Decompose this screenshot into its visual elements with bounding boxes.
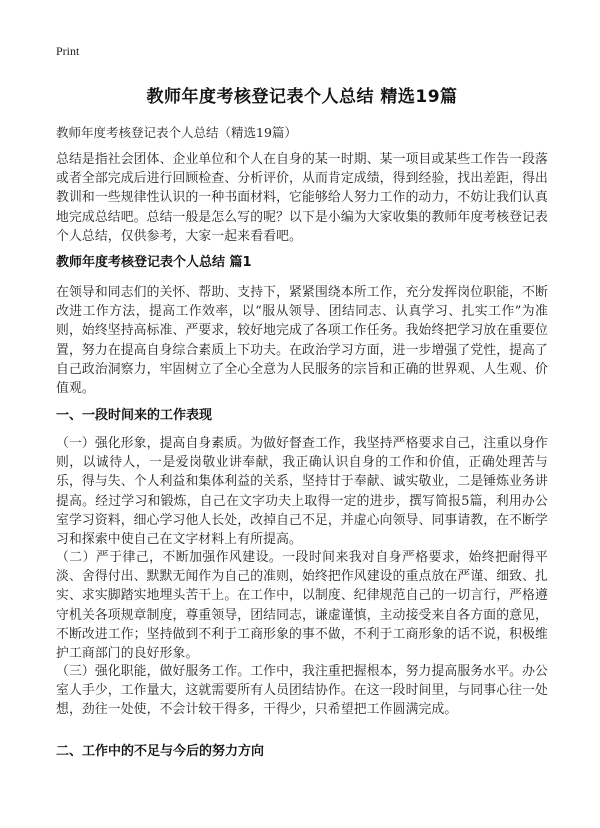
document-subtitle: 教师年度考核登记表个人总结（精选19篇） <box>56 125 297 140</box>
body-paragraph-4: （三）强化职能，做好服务工作。工作中，我注重把握根本，努力提高服务水平。办公室人手少，工作量大，这就需要所有人员团结协作。在这一段时间里，与同事心往一处想，劲往一处使，不会计较干得多，干得少，只希望把工作圆满完成。 <box>56 664 548 718</box>
body-paragraph-1: 在领导和同志们的关怀、帮助、支持下，紧紧围绕本所工作，充分发挥岗位职能，不断改进工作方法，提高工作效率，以“服从领导、团结同志、认真学习、扎实工作”为准则，始终坚持高标准、严要求，较好地完成了各项工作任务。我始终把学习放在重要位置，努力在提高自身综合素质上下功夫。在政治学习方面，进一步增强了党性，提高了自己政治洞察力，牢固树立了全心全意为人民服务的宗旨和正确的世界观、人生观、价值观。 <box>56 285 548 397</box>
print-link[interactable]: Print <box>56 44 80 58</box>
subheading-shortcomings: 二、工作中的不足与今后的努力方向 <box>56 744 265 759</box>
section-heading: 教师年度考核登记表个人总结 篇1 <box>56 255 252 270</box>
body-paragraph-2: （一）强化形象，提高自身素质。为做好督查工作，我坚持严格要求自己，注重以身作则，以诚待人，一是爱岗敬业讲奉献，我正确认识自身的工作和价值，正确处理苦与乐，得与失、个人利益和集体利益的关系，坚持甘于奉献、诚实敬业，二是锤炼业务讲提高。经过学习和锻炼，自己在文字功夫上取得一定的进步，撰写简报5篇，利用办公室学习资料，细心学习他人长处，改掉自己不足，并虚心向领导、同事请教，在不断学习和探索中使自己在文字材料上有所提高。 <box>56 436 548 548</box>
page-title: 教师年度考核登记表个人总结 精选19篇 <box>146 87 458 107</box>
subheading-work-performance: 一、一段时间来的工作表现 <box>56 408 213 423</box>
body-paragraph-3: （二）严于律己，不断加强作风建设。一段时间来我对自身严格要求，始终把耐得平淡、舍得付出、默默无闻作为自己的准则，始终把作风建设的重点放在严谨、细致、扎实、求实脚踏实地埋头苦干上。在工作中，以制度、纪律规范自己的一切言行，严格遵守机关各项规章制度，尊重领导，团结同志，谦虚谨慎，主动接受来自各方面的意见，不断改进工作；坚持做到不利于工商形象的事不做，不利于工商形象的话不说，积极维护工商部门的良好形象。 <box>56 550 548 662</box>
intro-paragraph: 总结是指社会团体、企业单位和个人在自身的某一时期、某一项目或某些工作告一段落或者全部完成后进行回顾检查、分析评价，从而肯定成绩，得到经验，找出差距，得出教训和一些规律性认识的一种书面材料，它能够给人努力工作的动力，不妨让我们认真地完成总结吧。总结一般是怎么写的呢？以下是小编为大家收集的教师年度考核登记表个人总结，仅供参考，大家一起来看看吧。 <box>56 152 548 244</box>
